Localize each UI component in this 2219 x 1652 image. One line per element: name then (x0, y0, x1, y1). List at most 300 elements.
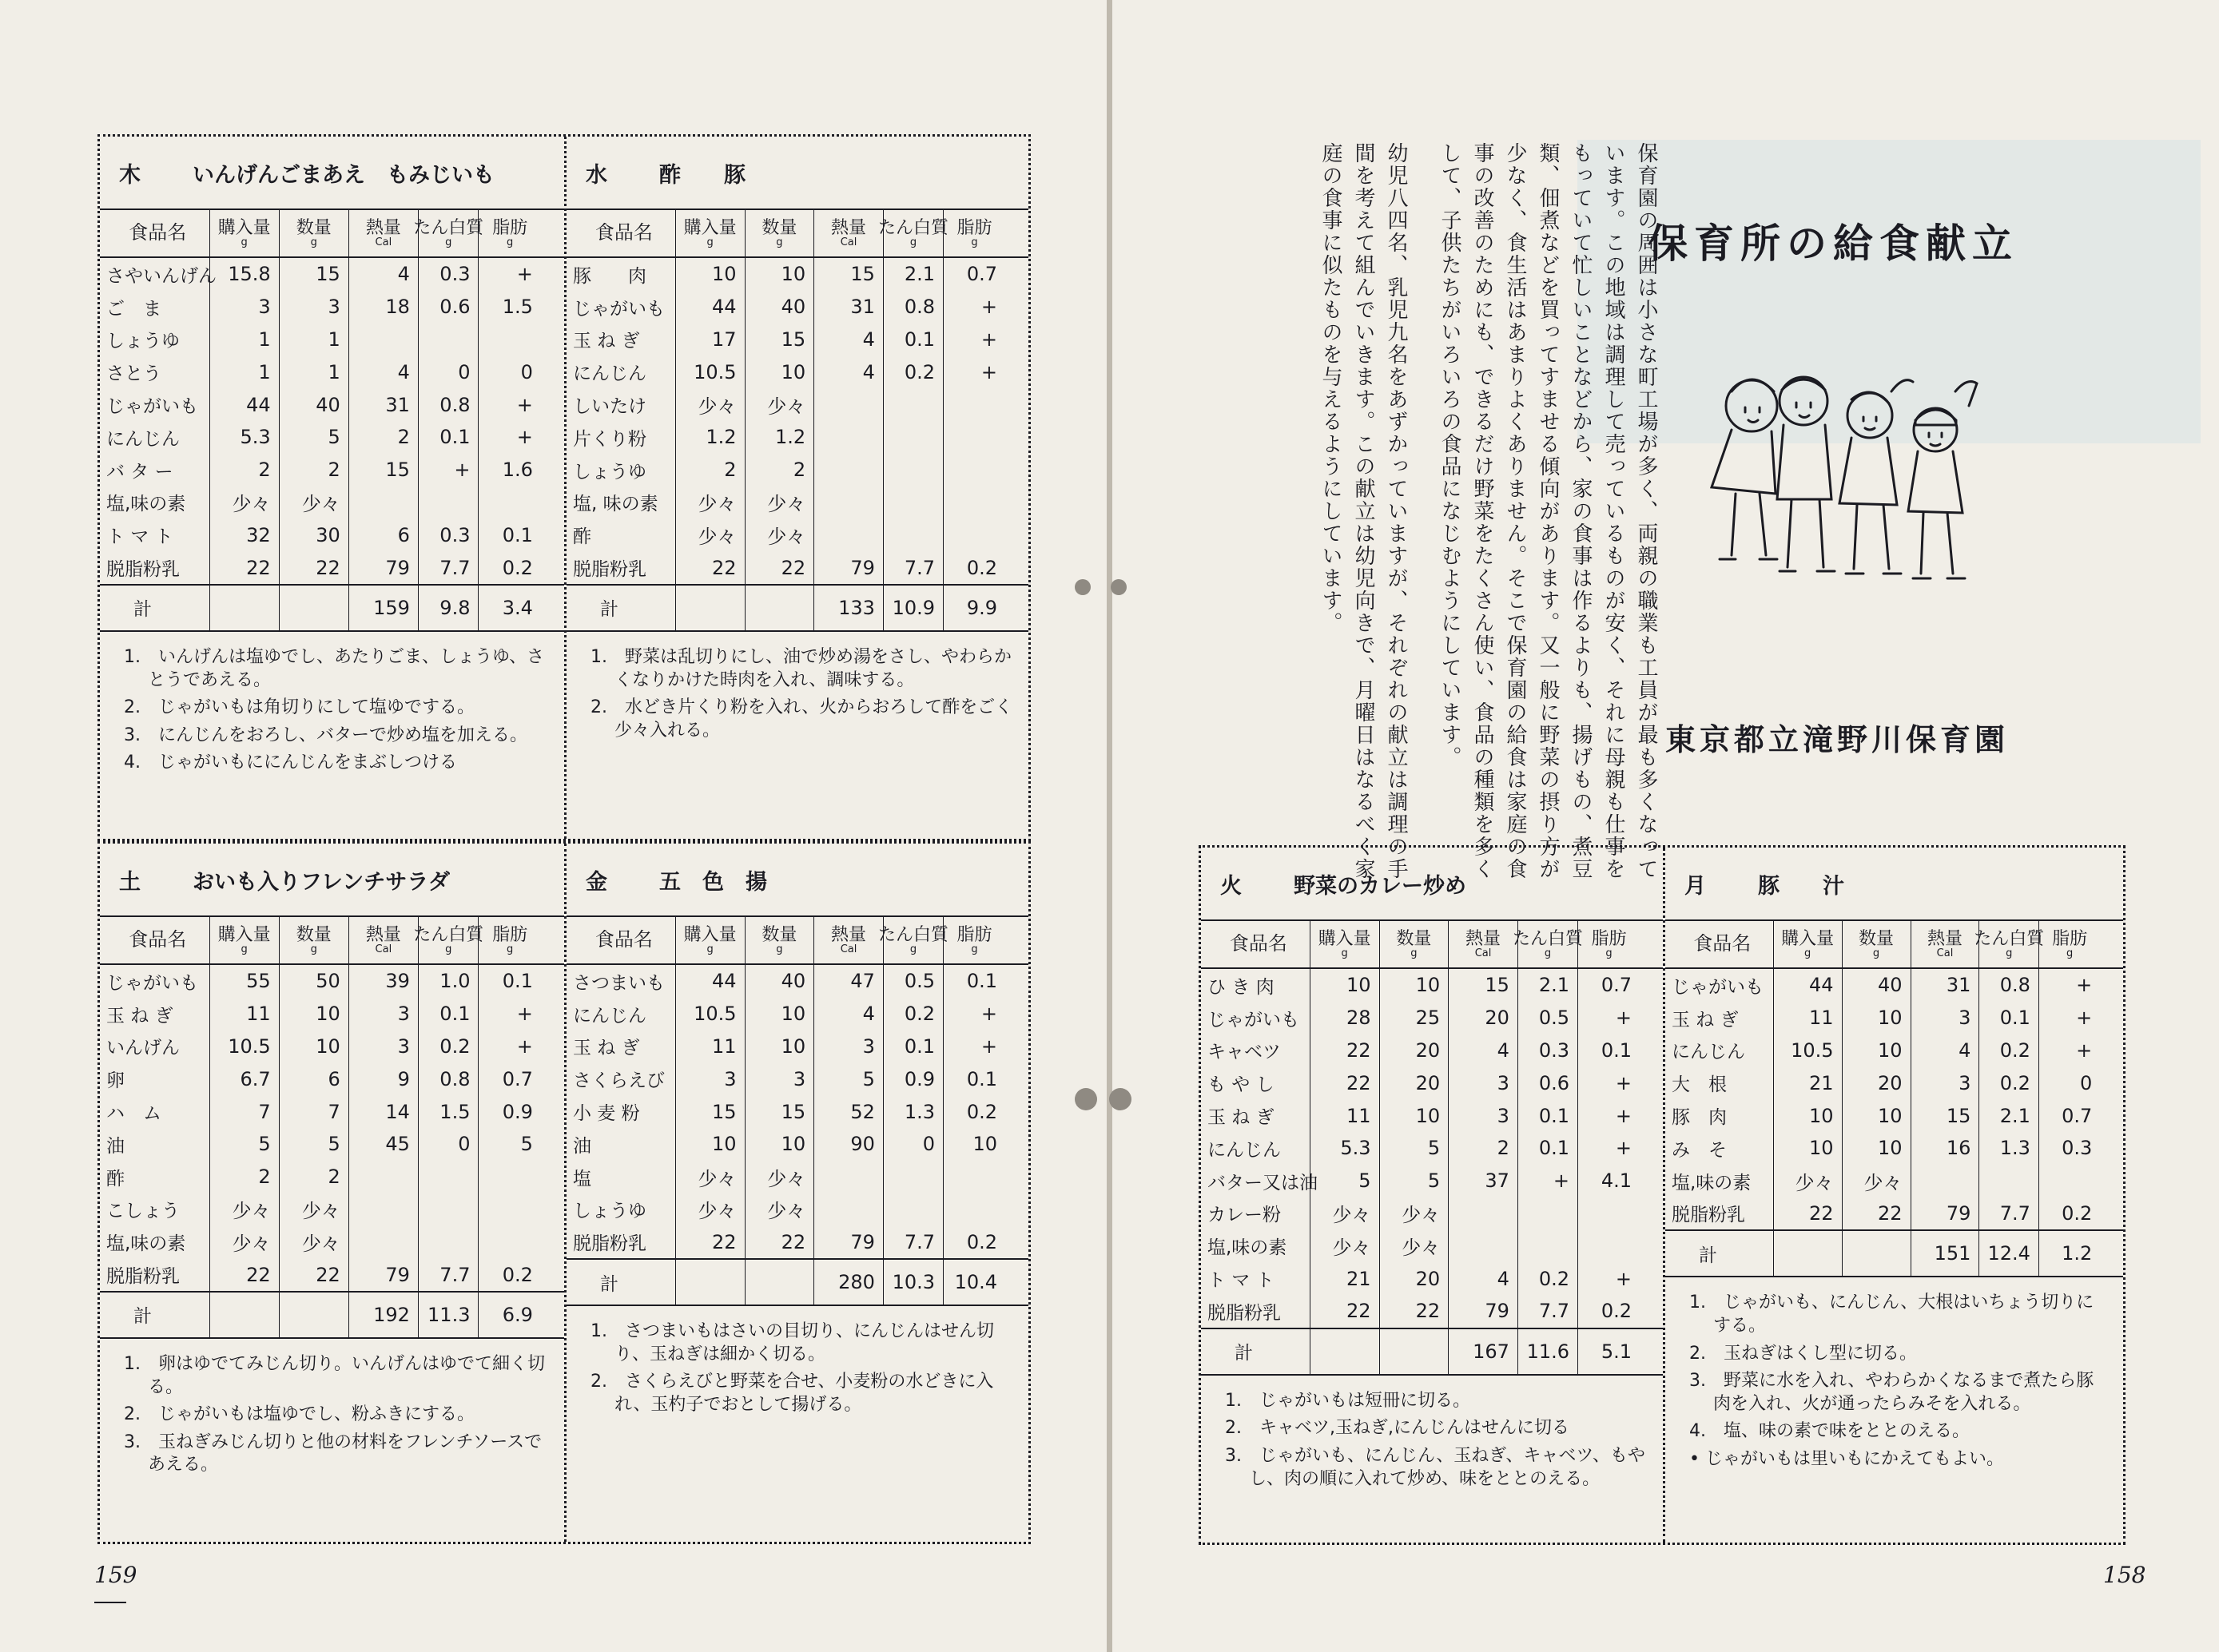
ingredient-name: 脱脂粉乳 (573, 559, 646, 581)
table-cell: 6.7 (209, 1062, 279, 1095)
table-cell: 11 (209, 998, 279, 1031)
ingredient-name: 酢 (106, 1168, 125, 1189)
column-header-unit: g (776, 943, 783, 955)
table-cell (883, 421, 943, 454)
table-cell (943, 1161, 1005, 1193)
table-row (1665, 1002, 2123, 1034)
table-row (100, 486, 564, 519)
recipe-note: 2. 水どき片くり粉を入れ、火からおろして酢をごく少々入れる。 (591, 697, 1013, 741)
table-row (100, 1225, 564, 1258)
table-cell: + (1577, 1132, 1640, 1165)
column-header (675, 210, 745, 256)
table-header-row (100, 917, 564, 965)
table-cell: 31 (813, 291, 883, 324)
column-header (745, 917, 814, 963)
table-cell: 0.8 (1978, 969, 2038, 1002)
table-cell: 22 (1310, 1295, 1379, 1328)
table-cell: 0.7 (2038, 1099, 2100, 1132)
recipe-dish: おいも入りフレンチサラダ (193, 869, 450, 895)
column-header-label: 購入量 (683, 924, 737, 945)
table-cell: 10 (745, 1128, 814, 1161)
ingredient-name: にんじん (1672, 1042, 1745, 1063)
table-cell (883, 1161, 943, 1193)
table-cell: 22 (1310, 1066, 1379, 1099)
table-cell: 22 (675, 551, 745, 584)
table-cell: 0.5 (1517, 1002, 1577, 1034)
column-header-unit: g (1544, 947, 1552, 959)
table-cell: 0.6 (1517, 1066, 1577, 1099)
total-cell: 159 (348, 586, 418, 630)
table-cell: 3 (279, 291, 348, 324)
table-cell: 20 (1448, 1002, 1517, 1034)
ingredient-name: カレー粉 (1207, 1205, 1281, 1226)
table-cell: 1 (279, 324, 348, 356)
table-cell: 16 (1911, 1132, 1979, 1165)
recipe-day: 月 (1684, 873, 1706, 899)
ingredient-name: 脱脂粉乳 (1207, 1302, 1281, 1324)
table-cell: 少々 (1310, 1229, 1379, 1262)
column-header-label: 数量 (762, 217, 797, 238)
table-cell: 0.8 (883, 291, 943, 324)
table-cell: + (2038, 969, 2100, 1002)
table-cell: + (943, 324, 1005, 356)
table-cell: + (478, 1031, 540, 1063)
staple-hole (1075, 1088, 1097, 1110)
column-header-unit: g (507, 943, 514, 955)
table-cell: 2 (279, 1161, 348, 1193)
column-header (943, 917, 1005, 963)
column-header-unit: g (706, 943, 714, 955)
column-header-unit: g (1803, 947, 1811, 959)
table-cell: 2 (279, 454, 348, 486)
column-header-label: たん白質 (877, 217, 948, 238)
table-cell: + (1577, 1262, 1640, 1295)
table-cell: 0.2 (1577, 1295, 1640, 1328)
table-cell (883, 518, 943, 551)
column-header (745, 210, 814, 256)
column-header-unit: g (1872, 947, 1880, 959)
table-cell: 79 (348, 551, 418, 584)
table-cell: 少々 (745, 388, 814, 421)
table-row (1665, 1165, 2123, 1197)
ingredient-name: 豚 肉 (573, 265, 646, 287)
ingredient-name: 塩,味の素 (106, 494, 186, 515)
total-cell: 151 (1911, 1231, 1979, 1276)
recipe-note: 3. じゃがいも、にんじん、玉ねぎ、キャベツ、もやし、肉の順に入れて炒め、味をととのえる。 (1225, 1445, 1645, 1489)
table-cell: 少々 (745, 518, 814, 551)
table-cell: 少々 (745, 1193, 814, 1226)
table-cell (478, 1161, 540, 1193)
table-cell: 0.7 (1577, 969, 1640, 1002)
table-cell: 32 (209, 518, 279, 551)
table-cell: 47 (813, 965, 883, 998)
table-cell: 0.2 (943, 551, 1005, 584)
column-header (813, 917, 883, 963)
ingredient-name: 玉 ね ぎ (573, 1038, 640, 1059)
table-cell: 0.2 (2038, 1197, 2100, 1230)
recipe-金 (564, 844, 1028, 1542)
table-cell: 0.2 (478, 1258, 540, 1291)
table-cell: 79 (1911, 1197, 1979, 1230)
table-cell: 7.7 (418, 551, 479, 584)
column-header-unit: g (1341, 947, 1348, 959)
total-label: 計 (1699, 1245, 1717, 1266)
table-row (567, 258, 1028, 291)
ingredient-name: にんじん (573, 1005, 646, 1027)
column-header (413, 917, 484, 963)
table-cell: 10 (1842, 1002, 1911, 1034)
table-cell (1911, 1165, 1979, 1197)
table-cell: 3 (209, 291, 279, 324)
table-cell: 少々 (745, 486, 814, 519)
table-cell (943, 421, 1005, 454)
column-header (100, 210, 209, 256)
table-cell: 5 (1310, 1165, 1379, 1197)
table-cell (348, 486, 418, 519)
table-row (100, 1095, 564, 1128)
table-cell (943, 518, 1005, 551)
column-header (1911, 921, 1979, 967)
table-cell: 0.1 (418, 421, 479, 454)
total-row (1201, 1328, 1663, 1376)
table-cell: 10 (1379, 969, 1449, 1002)
table-cell: 1.5 (478, 291, 540, 324)
table-cell: 10 (1379, 1099, 1449, 1132)
table-cell: 40 (745, 291, 814, 324)
table-cell: 45 (348, 1128, 418, 1161)
table-row (567, 291, 1028, 324)
table-cell: 0.2 (883, 355, 943, 388)
table-cell (813, 421, 883, 454)
table-cell: 1 (209, 355, 279, 388)
recipe-notes (567, 632, 1028, 742)
table-cell (1577, 1197, 1640, 1230)
table-cell: 22 (1842, 1197, 1911, 1230)
table-cell: 5 (1379, 1165, 1449, 1197)
column-header (675, 917, 745, 963)
recipe-note: 1. 野菜は乱切りにし、油で炒め湯をさし、やわらかくなりかけた時肉を入れ、調味する。 (591, 646, 1012, 690)
total-cell (209, 1293, 279, 1337)
table-row (100, 965, 564, 998)
table-cell: 15 (813, 258, 883, 291)
total-row (100, 584, 564, 632)
table-row (567, 1161, 1028, 1193)
table-cell (1448, 1229, 1517, 1262)
recipe-note: 4. 塩、味の素で味をととのえる。 (1689, 1421, 1970, 1442)
column-header-unit: Cal (840, 943, 857, 955)
total-label: 計 (133, 1306, 152, 1328)
column-header-label: 数量 (762, 924, 797, 945)
table-cell: 15 (348, 454, 418, 486)
ingredient-name: じゃがいも (1672, 976, 1764, 998)
table-cell: 少々 (745, 1161, 814, 1193)
table-cell: 4 (813, 998, 883, 1031)
total-cell (675, 1260, 745, 1305)
table-cell (348, 324, 418, 356)
table-cell (418, 1161, 479, 1193)
column-header-label: たん白質 (1974, 928, 2045, 949)
table-row (1665, 1034, 2123, 1067)
book-gutter (1107, 0, 1112, 1652)
total-cell (675, 586, 745, 630)
recipe-note: 1. 卵はゆでてみじん切り。いんげんはゆでて細く切る。 (124, 1353, 545, 1397)
table-cell: 2 (209, 1161, 279, 1193)
table-cell: 79 (1448, 1295, 1517, 1328)
staple-hole (1109, 1088, 1131, 1110)
total-cell (279, 586, 348, 630)
ingredient-name: 豚 肉 (1672, 1107, 1727, 1129)
recipe-notes (100, 1339, 564, 1477)
table-cell: 0 (2038, 1066, 2100, 1099)
column-header (567, 210, 675, 256)
table-cell: 52 (813, 1095, 883, 1128)
table-cell: 2.1 (1978, 1099, 2038, 1132)
column-header (1448, 921, 1517, 967)
recipe-panel-bottom (97, 841, 1031, 1544)
table-cell: 7 (209, 1095, 279, 1128)
nutrition-table (567, 915, 1028, 1306)
table-cell: 5 (813, 1062, 883, 1095)
table-row (1665, 1132, 2123, 1165)
table-cell: 10 (675, 258, 745, 291)
table-cell: + (478, 998, 540, 1031)
table-cell: + (1577, 1066, 1640, 1099)
table-cell: 17 (675, 324, 745, 356)
column-header-label: たん白質 (413, 217, 484, 238)
column-header (1379, 921, 1449, 967)
table-cell: 3 (813, 1031, 883, 1063)
ingredient-name: 油 (106, 1135, 125, 1157)
column-header-unit: g (1605, 947, 1613, 959)
table-cell: 少々 (209, 1225, 279, 1258)
table-cell: 0.2 (478, 551, 540, 584)
column-header (279, 210, 348, 256)
table-cell: 20 (1842, 1066, 1911, 1099)
article-paragraph: 幼児八四名、乳児九名をあずかっていますが、それぞれの献立は調理の手間を考えて組んでいきます。この献立は幼児向きで、月曜日はなるべく家庭の食事に似たものを与えるようにしています。 (1318, 142, 1408, 880)
column-header-unit: g (909, 943, 917, 955)
recipe-note: 2. さくらえびと野菜を合せ、小麦粉の水どきに入れ、玉杓子でおとして揚げる。 (591, 1372, 994, 1415)
ingredient-name: じゃがいも (1207, 1009, 1299, 1031)
table-cell: 2 (209, 454, 279, 486)
column-header-label: 熱量 (365, 217, 401, 238)
column-header-unit: g (2066, 947, 2074, 959)
column-header-label: たん白質 (413, 924, 484, 945)
table-row (100, 355, 564, 388)
table-cell: 40 (745, 965, 814, 998)
column-header-label: 食品名 (1693, 932, 1752, 955)
ingredient-name: さとう (106, 363, 161, 385)
total-cell (745, 586, 814, 630)
recipe-day: 木 (119, 162, 141, 188)
table-cell (883, 1193, 943, 1226)
total-label: 計 (600, 599, 618, 621)
column-header-unit: Cal (840, 236, 857, 248)
recipe-note: 1. じゃがいも、にんじん、大根はいちょう切りにする。 (1689, 1293, 2094, 1336)
recipe-notes (1201, 1376, 1663, 1491)
total-row (100, 1291, 564, 1339)
column-header-label: 購入量 (1781, 928, 1835, 949)
total-cell (1379, 1329, 1449, 1374)
table-cell: + (1577, 1002, 1640, 1034)
column-header-label: 食品名 (595, 928, 653, 951)
ingredient-name: 塩 (573, 1168, 591, 1189)
column-header-label: 熱量 (831, 217, 867, 238)
table-cell: 22 (209, 551, 279, 584)
table-cell: 7.7 (883, 551, 943, 584)
ingredient-name: ト マ ト (1207, 1270, 1275, 1292)
column-header-label: たん白質 (877, 924, 948, 945)
total-cell: 192 (348, 1293, 418, 1337)
table-cell: 15 (279, 258, 348, 291)
recipe-dish: 野菜のカレー炒め (1294, 873, 1466, 899)
column-header-label: 購入量 (217, 217, 271, 238)
table-cell: + (1517, 1165, 1577, 1197)
table-cell: 1.6 (478, 454, 540, 486)
children-illustration-icon (1688, 359, 1991, 615)
table-cell: 0.1 (418, 998, 479, 1031)
table-header-row (1201, 921, 1663, 969)
recipe-note: 2. じゃがいもは角切りにして塩ゆでする。 (124, 697, 475, 718)
recipe-day: 金 (586, 869, 607, 895)
right-page (1112, 0, 2219, 1652)
table-cell: 55 (209, 965, 279, 998)
ingredient-name: しょうゆ (573, 1201, 646, 1222)
table-cell: 0.1 (1517, 1132, 1577, 1165)
table-cell: 0.2 (1978, 1034, 2038, 1067)
ingredient-name: 塩,味の素 (1207, 1237, 1287, 1259)
left-page (0, 0, 1107, 1652)
table-cell: 44 (1773, 969, 1842, 1002)
column-header (1773, 921, 1842, 967)
total-cell: 1.2 (2038, 1231, 2100, 1276)
staple-hole (1111, 579, 1127, 595)
table-cell (883, 486, 943, 519)
recipe-木 (100, 137, 564, 839)
column-header-label: 食品名 (595, 221, 653, 244)
table-cell: 0 (883, 1128, 943, 1161)
table-cell: 0.2 (943, 1095, 1005, 1128)
ingredient-name: み そ (1672, 1139, 1727, 1161)
recipe-dish: 酢 豚 (659, 162, 746, 188)
table-cell: 少々 (1379, 1229, 1449, 1262)
table-cell: 11 (1773, 1002, 1842, 1034)
table-row (100, 518, 564, 551)
table-cell: 少々 (209, 1193, 279, 1226)
column-header-label: 脂肪 (956, 924, 992, 945)
table-cell: 0 (418, 1128, 479, 1161)
table-row (567, 421, 1028, 454)
table-cell: 20 (1379, 1262, 1449, 1295)
table-cell: 10 (1842, 1034, 1911, 1067)
column-header-label: 熱量 (1465, 928, 1501, 949)
table-cell (1448, 1197, 1517, 1230)
table-cell: 4 (1448, 1034, 1517, 1067)
table-cell: 0 (478, 355, 540, 388)
total-cell: 9.8 (418, 586, 479, 630)
table-cell: 5 (209, 1128, 279, 1161)
column-header-unit: Cal (375, 943, 392, 955)
table-cell: 4 (1448, 1262, 1517, 1295)
ingredient-name: じゃがいも (573, 298, 665, 320)
column-header-unit: g (507, 236, 514, 248)
table-cell: 4 (1911, 1034, 1979, 1067)
table-row (100, 1062, 564, 1095)
total-cell: 9.9 (943, 586, 1005, 630)
table-cell: 10 (745, 258, 814, 291)
table-cell: 44 (675, 291, 745, 324)
recipe-土 (100, 844, 564, 1542)
column-header-unit: g (706, 236, 714, 248)
table-row (100, 454, 564, 486)
table-cell: 10 (279, 998, 348, 1031)
table-cell: 0.7 (478, 1062, 540, 1095)
table-cell: 0.6 (418, 291, 479, 324)
table-row (567, 388, 1028, 421)
column-header-unit: g (310, 236, 317, 248)
column-header (1310, 921, 1379, 967)
table-cell: 5 (279, 1128, 348, 1161)
table-cell: 少々 (279, 486, 348, 519)
table-cell: 15 (745, 1095, 814, 1128)
table-cell: 少々 (279, 1193, 348, 1226)
table-cell: 10.5 (675, 998, 745, 1031)
table-cell: 14 (348, 1095, 418, 1128)
table-row (567, 1095, 1028, 1128)
table-row (100, 551, 564, 584)
table-cell: 15.8 (209, 258, 279, 291)
recipe-水 (564, 137, 1028, 839)
table-cell (478, 1225, 540, 1258)
column-header (348, 917, 418, 963)
table-cell: 6 (279, 1062, 348, 1095)
table-row (567, 1128, 1028, 1161)
table-row (1665, 969, 2123, 1002)
total-cell: 11.3 (418, 1293, 479, 1337)
table-cell: 4.1 (1577, 1165, 1640, 1197)
recipe-title (1665, 848, 2123, 919)
table-cell: 10.5 (209, 1031, 279, 1063)
recipe-notes (567, 1306, 1028, 1416)
total-cell: 10.9 (883, 586, 943, 630)
column-header-label: 脂肪 (1591, 928, 1627, 949)
ingredient-name: ハ ム (106, 1103, 161, 1125)
table-cell: 1.5 (418, 1095, 479, 1128)
table-cell (418, 324, 479, 356)
table-cell: 5.3 (1310, 1132, 1379, 1165)
table-row (1201, 1295, 1663, 1328)
table-header-row (567, 917, 1028, 965)
table-header-row (100, 210, 564, 258)
table-cell (1517, 1229, 1577, 1262)
column-header (413, 210, 484, 256)
table-cell: 90 (813, 1128, 883, 1161)
table-cell: + (478, 421, 540, 454)
table-cell (418, 1193, 479, 1226)
ingredient-name: 塩,味の素 (1672, 1172, 1752, 1193)
recipe-note: • じゃがいもは里いもにかえてもよい。 (1689, 1448, 2004, 1469)
table-cell: 22 (1773, 1197, 1842, 1230)
table-cell: 少々 (675, 518, 745, 551)
table-cell: 22 (279, 551, 348, 584)
table-cell: + (2038, 1002, 2100, 1034)
column-header-unit: Cal (375, 236, 392, 248)
table-cell: 0.2 (418, 1031, 479, 1063)
total-label: 計 (600, 1273, 618, 1295)
table-cell: 22 (745, 1225, 814, 1258)
column-header (478, 210, 540, 256)
column-header-unit: g (445, 236, 452, 248)
recipe-dish: 豚 汁 (1758, 873, 1844, 899)
